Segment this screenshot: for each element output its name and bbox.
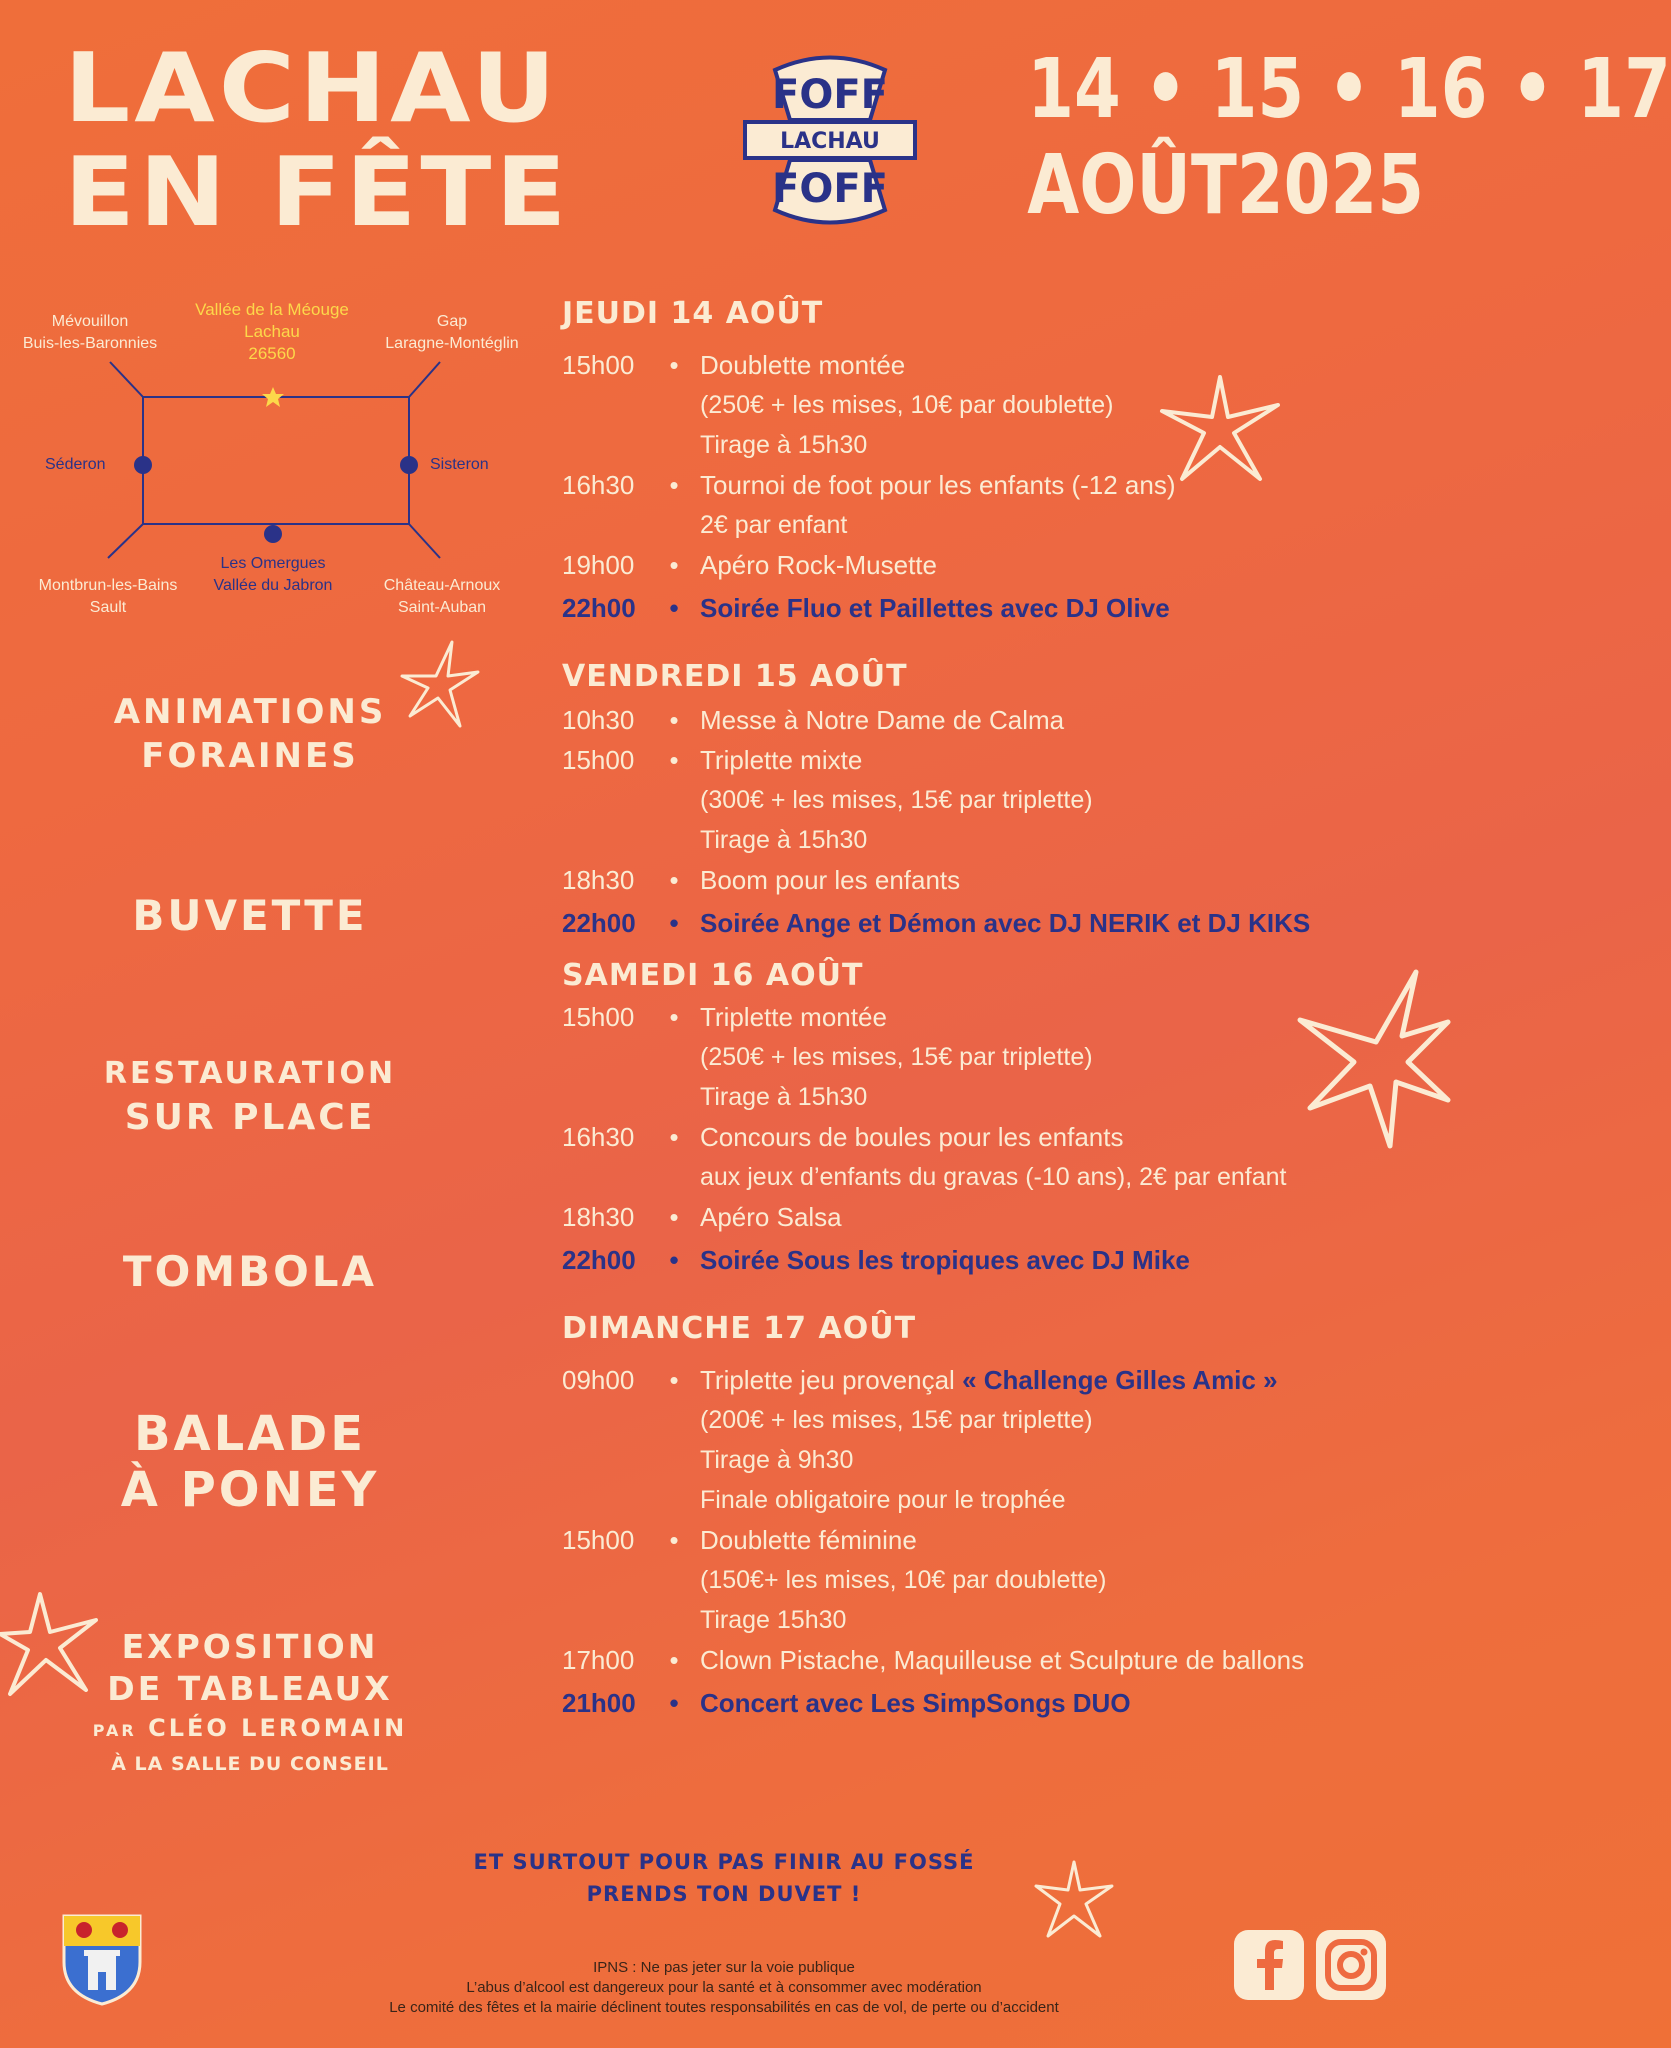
event-detail: Finale obligatoire pour le trophée [700,1486,1066,1514]
day-title-sunday: DIMANCHE 17 AOÛT [562,1311,917,1346]
day-title-friday: VENDREDI 15 AOÛT [562,659,908,694]
map-point-omergues [264,525,282,543]
event-detail: Tirage à 9h30 [700,1446,854,1474]
event-dates [1027,42,1671,234]
logo-text: LACHAU [780,129,880,154]
map-label-gap: Gap [436,313,468,330]
map-label-buis: Buis-les-Baronnies [22,335,158,352]
left-exposition: EXPOSITION DE TABLEAUX PAR CLÉO LEROMAIN À LA SALLE DU CONSEIL [92,1627,408,1775]
legal-notice: IPNS : Ne pas jeter sur la voie publique L’abus d’alcool est dangereux pour la santé et à consommer avec modération Le comité des fêtes et la mairie déclinent toutes responsabilités en cas de vol, de perte ou d’accident [389,1959,1059,2016]
closing-message: ET SURTOUT POUR PAS FINIR AU FOSSÉ PRENDS TON DUVET ! [473,1850,975,1906]
event-row-highlight: 22h00 • Soirée Sous les tropiques avec DJ Mike [562,1245,1190,1275]
map-destination-2: Lachau [244,322,300,341]
event-row: 15h00 • Doublette féminine [562,1525,917,1555]
day-title-saturday: SAMEDI 16 AOÛT [562,958,864,993]
day-saturday [562,958,1422,1283]
map-label-chateau-arnoux: Château-Arnoux [383,577,501,594]
left-balade-poney: BALADE À PONEY [120,1406,380,1518]
map-label-sederon: Séderon [45,456,106,473]
event-row: 18h30 • Boom pour les enfants [562,865,961,895]
map-point-sisteron [400,456,418,474]
star-icon [400,640,480,730]
event-row: 09h00 • Triplette jeu provençal « Challenge Gilles Amic » [562,1365,1278,1395]
festival-logo [740,50,920,230]
event-row: 17h00 • Clown Pistache, Maquilleuse et Sculpture de ballons [562,1645,1305,1675]
instagram-icon[interactable] [1316,1930,1386,2000]
svg-text:FOFF: FOFF [772,72,888,118]
event-detail: (300€ + les mises, 15€ par triplette) [700,786,1093,814]
event-row-highlight: 21h00 • Concert avec Les SimpSongs DUO [562,1688,1131,1718]
event-detail: Tirage 15h30 [700,1606,847,1634]
day-friday [562,659,1422,946]
day-thursday [562,296,1422,631]
event-detail: (200€ + les mises, 15€ par triplette) [700,1406,1093,1434]
map-label-jabron: Vallée du Jabron [213,577,333,594]
day-sunday [562,1311,1422,1726]
map-destination-3: 26560 [248,344,296,363]
map-destination-1: Vallée de la Méouge [195,300,349,319]
star-icon [1160,375,1280,485]
map-label-sault: Sault [89,599,127,616]
event-row: 16h30 • Tournoi de foot pour les enfants (-12 ans) [562,470,1176,500]
dates-days: 14 • 15 • 16 • 17 [1027,42,1671,137]
left-buvette: BUVETTE [132,891,368,940]
dates-year: 2025 [1236,138,1425,233]
map-point-sederon [134,456,152,474]
star-icon [1298,970,1448,1150]
day-title-thursday: JEUDI 14 AOÛT [562,296,824,331]
event-detail: (250€ + les mises, 10€ par doublette) [700,391,1114,419]
map-label-sisteron: Sisteron [430,456,489,473]
title-line-1: LACHAU [64,31,560,144]
map-label-montbrun: Montbrun-les-Bains [38,577,178,594]
title-line-2: EN FÊTE [64,135,571,248]
map-label-mevouillon: Mévouillon [51,313,129,330]
event-row: 15h00 • Triplette montée [562,1002,887,1032]
left-restauration: RESTAURATION SUR PLACE [103,1056,397,1138]
event-row: 19h00 • Apéro Rock-Musette [562,550,937,580]
page-title [64,31,571,248]
event-row: 18h30 • Apéro Salsa [562,1202,842,1232]
event-row: 16h30 • Concours de boules pour les enfants [562,1122,1124,1152]
challenge-name: « Challenge Gilles Amic » [962,1365,1278,1395]
event-detail: Tirage à 15h30 [700,1083,868,1111]
access-map [0,290,540,630]
event-row: 15h00 • Triplette mixte [562,745,863,775]
event-detail: Tirage à 15h30 [700,431,868,459]
star-icon [0,1590,110,1700]
event-detail: (250€ + les mises, 15€ par triplette) [700,1043,1093,1071]
event-detail: aux jeux d’enfants du gravas (-10 ans), 2€ par enfant [700,1163,1287,1191]
event-detail: Tirage à 15h30 [700,826,868,854]
facebook-icon[interactable] [1234,1930,1304,2000]
left-tombola: TOMBOLA [122,1247,378,1296]
event-row: 10h30 • Messe à Notre Dame de Calma [562,705,1065,735]
map-label-laragne: Laragne-Montéglin [385,335,519,352]
event-detail: 2€ par enfant [700,511,848,539]
svg-text:FOFF: FOFF [772,166,888,212]
map-label-omergues: Les Omergues [220,555,326,572]
dates-month: AOÛT [1027,138,1237,233]
map-label-saint-auban: Saint-Auban [397,599,487,616]
event-row: 15h00 • Doublette montée [562,350,906,380]
left-animations-foraines: ANIMATIONS FORAINES [113,692,387,776]
event-detail: (150€+ les mises, 10€ par doublette) [700,1566,1107,1594]
event-row-highlight: 22h00 • Soirée Ange et Démon avec DJ NERIK et DJ KIKS [562,908,1311,938]
event-row-highlight: 22h00 • Soirée Fluo et Paillettes avec DJ Olive [562,593,1170,623]
schedule [562,296,1422,1726]
